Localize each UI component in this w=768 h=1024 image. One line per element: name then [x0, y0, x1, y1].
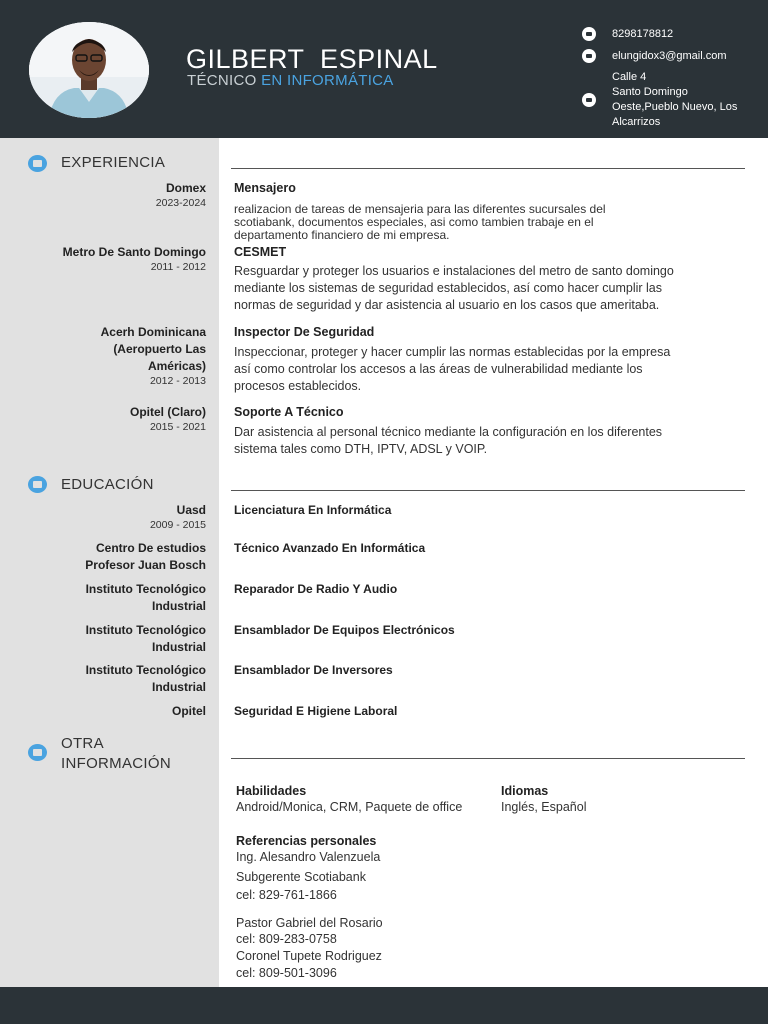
- school-name: Opitel: [171, 704, 206, 718]
- experience-company: [156, 180, 206, 210]
- job-title-part1: TÉCNICO: [187, 72, 257, 89]
- school-name: Uasd: [176, 503, 206, 517]
- education-degree: Licenciatura En Informática: [234, 503, 392, 517]
- address-line3: Oeste,Pueblo Nuevo, Los: [612, 101, 738, 113]
- reference-line: Coronel Tupete Rodriguez: [236, 949, 382, 963]
- description-line: scotiabank, documentos especiales, asi como tambien trabaje en el: [234, 215, 594, 229]
- company-years: 2023-2024: [155, 197, 206, 209]
- reference-line: Ing. Alesandro Valenzuela: [236, 850, 381, 864]
- experience-role: Soporte A Técnico: [234, 405, 344, 419]
- description-line: así como controlar los accesos a las áreas de vulnerabilidad mediante los: [234, 362, 643, 376]
- experience-role: Inspector De Seguridad: [234, 325, 375, 339]
- graduation-cap-icon: [28, 476, 47, 493]
- location-icon: [582, 93, 596, 107]
- experience-description: [234, 344, 744, 395]
- reference-line: cel: 809-501-3096: [236, 966, 337, 980]
- phone-icon: [582, 27, 596, 41]
- reference-line: Pastor Gabriel del Rosario: [236, 916, 383, 930]
- idiomas-text: Inglés, Español: [501, 800, 587, 814]
- school-name: Profesor Juan Bosch: [85, 558, 206, 572]
- company-years: 2012 - 2013: [149, 375, 206, 387]
- company-name: Domex: [165, 181, 206, 195]
- idiomas-label: Idiomas: [501, 784, 549, 798]
- education-degree: Reparador De Radio Y Audio: [234, 582, 398, 596]
- company-name: Américas): [147, 359, 206, 373]
- education-degree: Ensamblador De Inversores: [234, 663, 393, 677]
- divider: [231, 758, 745, 759]
- school-name: Industrial: [151, 640, 206, 654]
- job-title-part2: EN INFORMÁTICA: [261, 72, 394, 89]
- job-title: [187, 72, 394, 89]
- school-name: Industrial: [151, 680, 206, 694]
- experience-company: [101, 324, 206, 388]
- address-line2: Santo Domingo: [612, 86, 688, 98]
- habilidades-text: Android/Monica, CRM, Paquete de office: [236, 800, 463, 814]
- school-name: Instituto Tecnológico: [85, 623, 206, 637]
- description-line: departamento financiero de mi empresa.: [234, 228, 450, 242]
- referencias-label: Referencias personales: [236, 834, 377, 848]
- company-years: 2011 - 2012: [150, 261, 206, 273]
- footer-bar: [0, 987, 768, 1024]
- company-name: Opitel (Claro): [129, 405, 206, 419]
- experience-description: [234, 203, 744, 242]
- reference-line: Subgerente Scotiabank: [236, 870, 366, 884]
- company-years: 2015 - 2021: [149, 421, 206, 433]
- description-line: realizacion de tareas de mensajeria para las diferentes sucursales del: [234, 202, 606, 216]
- education-school: [172, 703, 206, 720]
- person-name: GILBERT ESPINAL: [186, 44, 438, 74]
- description-line: Resguardar y proteger los usuarios e instalaciones del metro de santo domingo: [234, 264, 674, 278]
- section-title-line: INFORMACIÓN: [61, 755, 171, 772]
- education-degree: Técnico Avanzado En Informática: [234, 541, 426, 555]
- experience-role: Mensajero: [234, 181, 296, 195]
- email-icon: [582, 49, 596, 63]
- education-school: [85, 540, 206, 574]
- description-line: Inspeccionar, proteger y hacer cumplir las normas establecidas por la empresa: [234, 345, 671, 359]
- paperclip-icon: [28, 744, 47, 761]
- company-name: Metro De Santo Domingo: [62, 245, 206, 259]
- description-line: sistema tales como DTH, IPTV, ADSL y VOIP.: [234, 442, 488, 456]
- school-years: 2009 - 2015: [149, 519, 206, 531]
- address-line1: Calle 4: [612, 71, 647, 83]
- divider: [231, 490, 745, 491]
- education-degree: Seguridad E Higiene Laboral: [234, 704, 398, 718]
- school-name: Instituto Tecnológico: [85, 582, 206, 596]
- education-school: [150, 502, 206, 532]
- profile-photo: [29, 22, 149, 118]
- phone-text: 8298178812: [612, 28, 674, 40]
- reference-line: cel: 829-761-1866: [236, 888, 337, 902]
- education-school: [86, 581, 206, 615]
- section-title-experiencia: EXPERIENCIA: [61, 154, 166, 171]
- company-name: Acerh Dominicana: [100, 325, 206, 339]
- section-title-educacion: EDUCACIÓN: [61, 476, 154, 493]
- experience-description: [234, 424, 744, 458]
- section-title-otra-informacion: [61, 734, 171, 774]
- address-line4: Alcarrizos: [612, 116, 661, 128]
- description-line: mediante los sistemas de seguridad establecidos, así como hacer cumplir las: [234, 281, 662, 295]
- email-text: elungidox3@gmail.com: [612, 50, 727, 62]
- reference-line: cel: 809-283-0758: [236, 932, 337, 946]
- school-name: Instituto Tecnológico: [85, 663, 206, 677]
- habilidades-label: Habilidades: [236, 784, 307, 798]
- experience-company: [130, 404, 206, 434]
- school-name: Industrial: [151, 599, 206, 613]
- briefcase-icon: [28, 155, 47, 172]
- education-school: [86, 622, 206, 656]
- divider: [231, 168, 745, 169]
- description-line: normas de seguridad y dar asistencia al usuario en los casos que ameritaba.: [234, 298, 660, 312]
- header: [0, 0, 768, 138]
- school-name: Centro De estudios: [95, 541, 206, 555]
- education-school: [86, 662, 206, 696]
- profile-photo-image: [29, 22, 149, 118]
- experience-description: [234, 263, 744, 314]
- description-line: Dar asistencia al personal técnico mediante la configuración en los diferentes: [234, 425, 663, 439]
- education-degree: Ensamblador De Equipos Electrónicos: [234, 623, 455, 637]
- description-line: procesos establecidos.: [234, 379, 362, 393]
- section-title-line: OTRA: [61, 735, 104, 752]
- company-name: (Aeropuerto Las: [113, 342, 206, 356]
- experience-role: CESMET: [234, 245, 287, 259]
- experience-company: [63, 244, 206, 274]
